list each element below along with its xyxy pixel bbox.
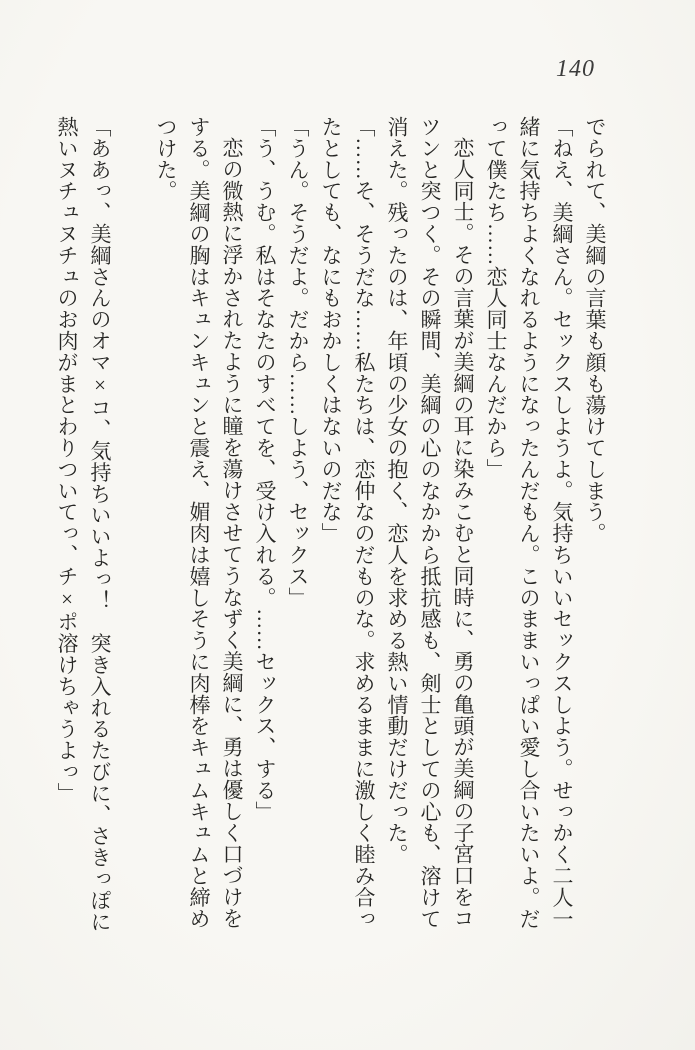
text-line: 緒に気持ちよくなれるようになったんだもん。このままいっぱい愛し合いたいよ。だ <box>517 116 541 930</box>
text-line: 熱いヌチュヌチュのお肉がまとわりついてっ、チ×ポ溶けちゃうよっ」 <box>55 116 79 804</box>
text-line: 「うん。そうだよ。だから……しよう、セックス」 <box>286 116 310 609</box>
text-line: 「ああっ、美綱さんのオマ×コ、気持ちいいよっ！ 突き入れるたびに、さきっぽに <box>88 116 112 933</box>
page-number: 140 <box>556 56 595 82</box>
text-line: 「……そ、そうだな……私たちは、恋仲なのだものな。求めるままに激しく睦み合っ <box>352 116 376 930</box>
text-line: する。美綱の胸はキュンキュンと震え、媚肉は嬉しそうに肉棒をキュムキュムと締め <box>187 116 211 930</box>
text-line: 「ねえ、美綱さん。セックスしようよ。気持ちいいセックスしよう。せっかく二人一 <box>550 116 574 930</box>
text-line: 「う、うむ。私はそなたのすべてを、受け入れる。……セックス、する」 <box>253 116 277 823</box>
text-line: つけた。 <box>154 116 178 202</box>
text-line: 恋人同士。その言葉が美綱の耳に染みこむと同時に、勇の亀頭が美綱の子宮口をコ <box>451 137 475 929</box>
text-line: ツンと突つく。その瞬間、美綱の心のなかから抵抗感も、剣士としての心も、溶けて <box>418 116 442 930</box>
blank-line <box>116 116 149 934</box>
text-line: たとしても、なにもおかしくはないのだな」 <box>319 116 343 544</box>
text-line: でられて、美綱の言葉も顔も蕩けてしまう。 <box>583 116 607 544</box>
text-block <box>50 116 611 934</box>
text-line: 恋の微熱に浮かされたように瞳を蕩けさせてうなずく美綱に、勇は優しく口づけを <box>220 137 244 929</box>
text-line: って僕たち……恋人同士なんだから」 <box>484 116 508 480</box>
text-line: 消えた。残ったのは、年頃の少女の抱く、恋人を求める熱い情動だけだった。 <box>385 116 409 865</box>
